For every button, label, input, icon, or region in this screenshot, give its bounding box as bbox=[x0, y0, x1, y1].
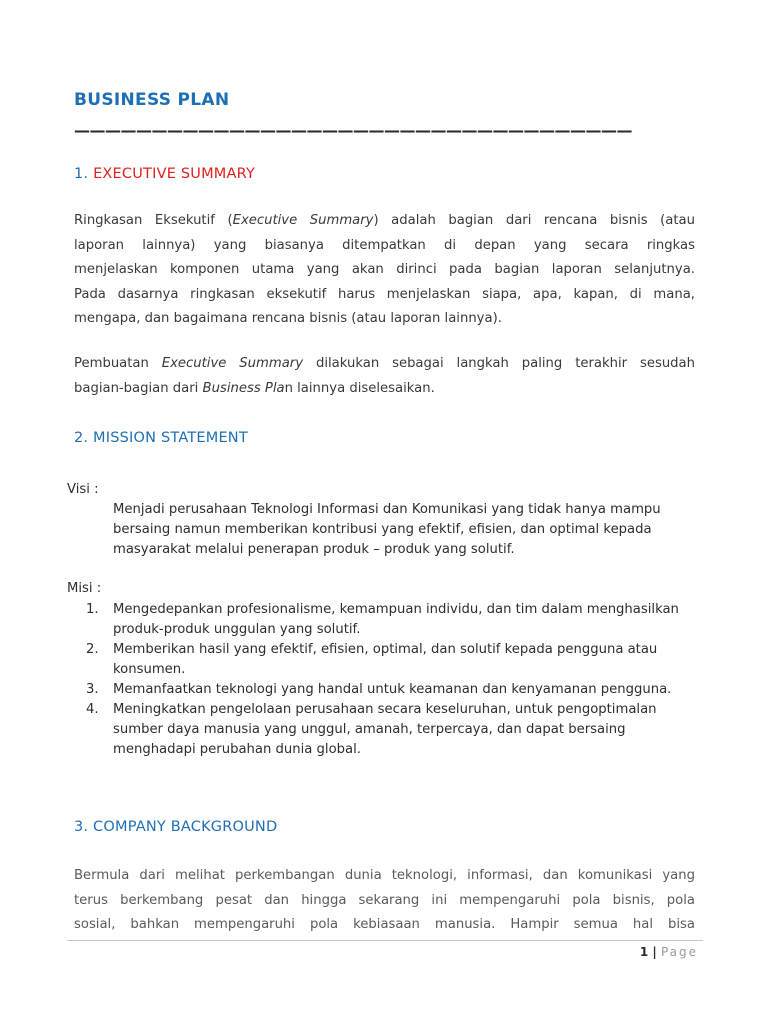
list-text: Memberikan hasil yang efektif, efisien, optimal, dan solutif kepada pengguna atau konsumen. bbox=[113, 642, 658, 677]
section-number: 1. bbox=[74, 166, 89, 182]
misi-list-item bbox=[86, 640, 706, 680]
paragraph-line: Pada dasarnya ringkasan eksekutif harus menjelaskan siapa, apa, kapan, di mana, bbox=[74, 286, 695, 302]
document-title: BUSINESS PLAN bbox=[74, 90, 230, 110]
list-number: 1. bbox=[86, 602, 99, 617]
misi-list-item bbox=[86, 680, 706, 700]
misi-list-item bbox=[86, 600, 706, 640]
section-heading-mission-statement: 2. MISSION STATEMENT bbox=[74, 430, 248, 446]
visi-label: Visi : bbox=[67, 482, 99, 497]
title-underline-rule: ———————————————————————————————————— bbox=[74, 121, 632, 140]
list-text: Mengedepankan profesionalisme, kemampuan individu, dan tim dalam menghasilkan produk-produk unggulan yang solutif. bbox=[113, 602, 679, 637]
page-number: 1 | Page bbox=[639, 945, 698, 959]
misi-list-item bbox=[86, 700, 706, 760]
executive-summary-paragraph-2 bbox=[74, 352, 695, 401]
list-text: Meningkatkan pengelolaan perusahaan secara keseluruhan, untuk pengoptimalan sumber daya manusia yang unggul, amanah, terpercaya, dan dapat bersaing menghadapi perubahan dunia global. bbox=[113, 702, 657, 757]
paragraph-line: Bermula dari melihat perkembangan dunia teknologi, informasi, dan komunikasi yang bbox=[74, 868, 695, 883]
paragraph-line: bagian-bagian dari Business Plan lainnya diselesaikan. bbox=[74, 380, 435, 396]
section-title: EXECUTIVE SUMMARY bbox=[93, 166, 256, 182]
section-heading-company-background: 3. COMPANY BACKGROUND bbox=[74, 819, 278, 835]
paragraph-line: Pembuatan Executive Summary dilakukan sebagai langkah paling terakhir sesudah bbox=[74, 356, 695, 371]
paragraph-line: sosial, bahkan mempengaruhi pola kebiasaan manusia. Hampir semua hal bisa bbox=[74, 917, 695, 932]
paragraph-line: menjelaskan komponen utama yang akan dirinci pada bagian laporan selanjutnya. bbox=[74, 262, 695, 277]
paragraph-line: mengapa, dan bagaimana rencana bisnis (atau laporan lainnya). bbox=[74, 311, 502, 326]
company-background-paragraph bbox=[74, 864, 695, 938]
paragraph-line: laporan lainnya) yang biasanya ditempatkan di depan yang secara ringkas bbox=[74, 237, 695, 253]
list-number: 4. bbox=[86, 702, 99, 717]
list-number: 3. bbox=[86, 682, 99, 697]
paragraph-line: terus berkembang pesat dan hingga sekarang ini mempengaruhi pola bisnis, pola bbox=[74, 892, 695, 908]
executive-summary-paragraph-1 bbox=[74, 209, 695, 332]
visi-text: Menjadi perusahaan Teknologi Informasi dan Komunikasi yang tidak hanya mampu bersaing namun memberikan kontribusi yang efektif, efisien, dan optimal kepada masyarakat melalui penerapan produk – produk yang solutif. bbox=[113, 502, 661, 557]
footer-rule bbox=[67, 940, 703, 941]
misi-list bbox=[86, 600, 706, 760]
paragraph-line: Ringkasan Eksekutif (Executive Summary) adalah bagian dari rencana bisnis (atau bbox=[74, 213, 695, 228]
misi-label: Misi : bbox=[67, 581, 102, 596]
section-heading-executive-summary bbox=[74, 166, 255, 182]
list-text: Memanfaatkan teknologi yang handal untuk keamanan dan kenyamanan pengguna. bbox=[113, 682, 672, 697]
list-number: 2. bbox=[86, 642, 99, 657]
